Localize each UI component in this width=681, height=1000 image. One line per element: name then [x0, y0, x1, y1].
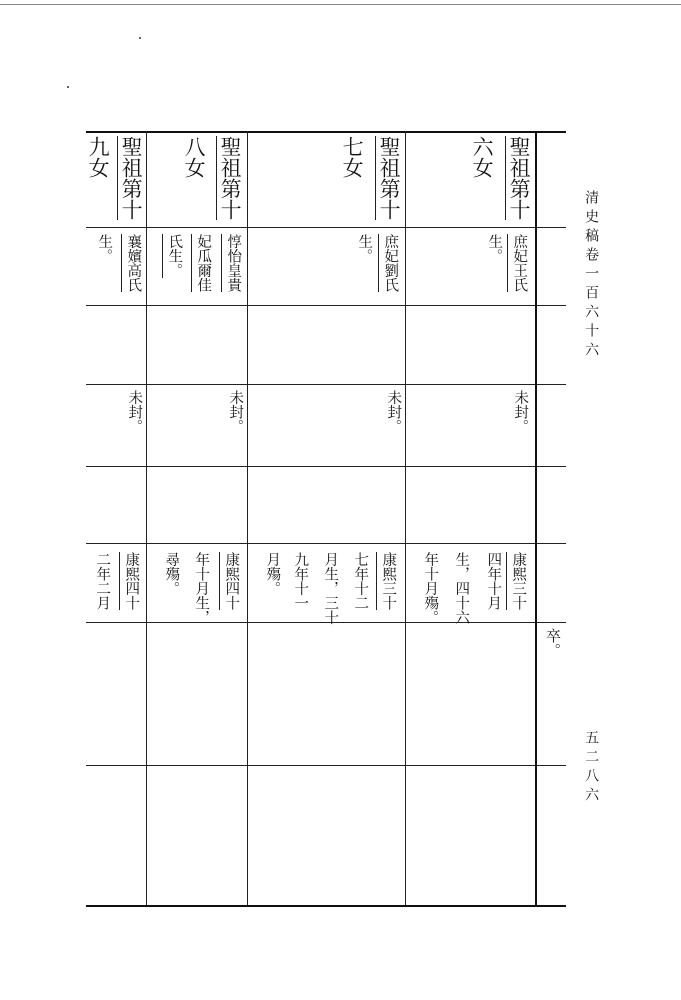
mother-line: 庶妃劉氏: [378, 234, 400, 292]
life-line: 二年二月: [94, 552, 111, 610]
mother-line: 生。: [356, 234, 373, 263]
mother-line: 生。: [96, 234, 113, 263]
title-status: 未封。: [126, 390, 143, 434]
table-bottom-rule: [86, 905, 566, 907]
life-line: 康熙四十: [119, 552, 141, 610]
title-status: 未封。: [512, 390, 529, 434]
mother-line: 惇怡皇貴: [221, 234, 243, 292]
scan-speck: [67, 86, 69, 88]
row-divider: [86, 765, 566, 766]
column-divider: [247, 131, 248, 905]
running-header: 清史稿卷一百六十六: [583, 190, 600, 361]
princess-title: 聖祖第十: [117, 136, 143, 220]
mother-line: 氏生。: [162, 234, 184, 278]
life-line: 康熙三十: [376, 552, 398, 610]
row-divider: [86, 227, 566, 228]
princess-title-rank: 八女: [182, 136, 207, 178]
title-status: 未封。: [227, 390, 244, 434]
row-divider: [86, 384, 566, 385]
princess-title-rank: 七女: [340, 136, 365, 178]
title-status: 未封。: [385, 390, 402, 434]
princess-title-rank: 六女: [470, 136, 495, 178]
life-line: 康熙四十: [219, 552, 241, 610]
princess-title: 聖祖第十: [505, 136, 531, 220]
life-line: 生，四十六: [453, 552, 470, 625]
scan-speck: [139, 37, 141, 39]
mother-line: 庶妃王氏: [507, 234, 529, 292]
mother-line: 生。: [486, 234, 503, 263]
row-divider: [86, 305, 566, 306]
column-divider: [405, 131, 406, 905]
column-divider: [535, 131, 537, 905]
life-line: 月殤。: [264, 552, 281, 596]
life-line: 康熙三十: [506, 552, 528, 610]
life-line: 年十月生，: [193, 552, 210, 625]
column-divider: [146, 131, 147, 905]
mother-line: 妃瓜爾佳: [191, 234, 213, 292]
table-top-rule: [86, 131, 566, 133]
princess-title: 聖祖第十: [216, 136, 242, 220]
princess-title: 聖祖第十: [375, 136, 401, 220]
scan-top-edge: [0, 4, 681, 5]
life-line: 尋殤。: [163, 552, 180, 596]
life-line: 四年十月: [485, 552, 502, 610]
rightmost-note: 卒。: [544, 628, 562, 658]
princess-title-rank: 九女: [86, 136, 111, 178]
life-line: 年十月殤。: [422, 552, 439, 625]
row-divider: [86, 543, 566, 544]
page-number: 五二八六: [583, 730, 600, 806]
life-line: 九年十一: [292, 552, 309, 610]
mother-line: 襄嬪高氏: [121, 234, 143, 292]
life-line: 月生，三十: [322, 552, 339, 625]
life-line: 七年十二: [352, 552, 369, 610]
row-divider: [86, 466, 566, 467]
